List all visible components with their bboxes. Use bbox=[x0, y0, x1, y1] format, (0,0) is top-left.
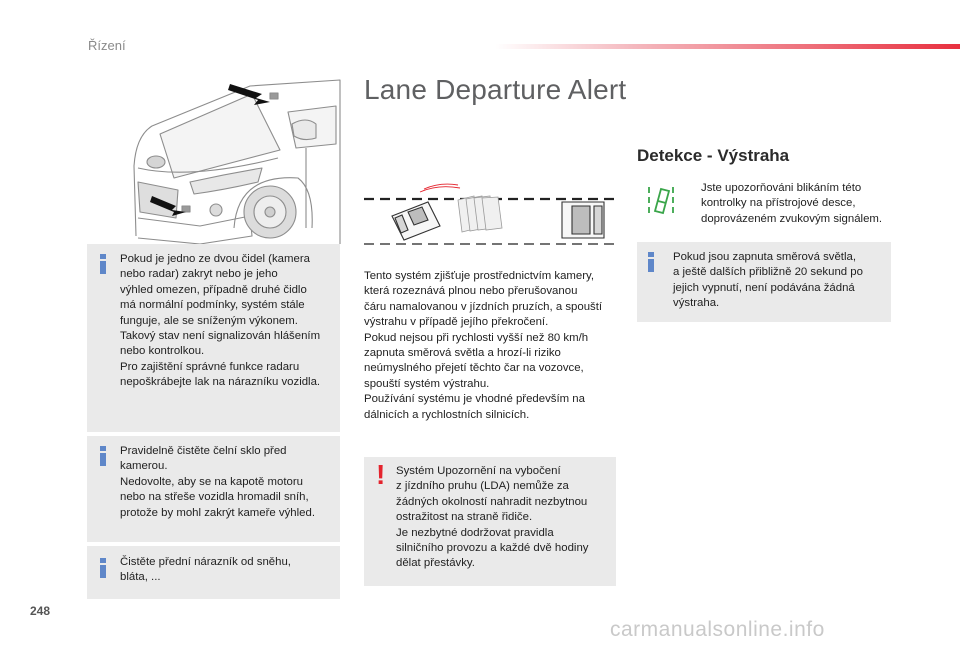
detection-text: Jste upozorňováni blikáním této kontrolky na přístrojové desce, doprovázeném zvukovým signálem. bbox=[701, 182, 883, 225]
system-description: Tento systém zjišťuje prostřednictvím kamery, která rozeznává plnou nebo přerušovanou čáru namalovanou v jízdních pruzích, a spouští výstrahu v případě jejího překročení. Pokud nejsou při rychlosti vyšší než 80 km/h zapnuta směrová světla a hrozí-li riziko neúmyslného přejetí těchto čar na vozovce, spouští systém výstrahu. Používání systému je vhodné především na dálnicích a rychlostních silnicích. bbox=[364, 270, 603, 421]
warning-icon: ! bbox=[376, 459, 386, 490]
info-icon bbox=[645, 252, 657, 272]
note-clean-windscreen-text: Pravidelně čistěte čelní sklo před kamerou. Nedovolte, aby se na kapotě motoru nebo na střeše vozidla hromadil sníh, protože by mohl zakrýt kameře výhled. bbox=[120, 445, 315, 519]
page-title: Lane Departure Alert bbox=[364, 74, 627, 105]
note-indicators bbox=[637, 242, 891, 322]
page-number: 248 bbox=[30, 604, 51, 618]
info-icon bbox=[97, 558, 109, 578]
note-clean-windscreen bbox=[87, 436, 340, 542]
note-clean-bumper bbox=[87, 546, 340, 599]
note-clean-bumper-text: Čistěte přední nárazník od sněhu, bláta, ... bbox=[120, 556, 291, 584]
header-accent-line bbox=[495, 44, 960, 49]
note-sensor-blocked bbox=[87, 244, 340, 432]
lane-departure-warning-lamp-icon bbox=[645, 183, 679, 217]
section-title: Řízení bbox=[88, 38, 126, 53]
lane-departure-diagram bbox=[362, 180, 618, 248]
note-warning-text: Systém Upozornění na vybočení z jízdního pruhu (LDA) nemůže za žádných okolností nahradit nezbytnou ostražitost na straně řidiče. Je nezbytné dodržovat pravidla silničního provozu a každé dvě hodiny dělat přestávky. bbox=[396, 465, 589, 570]
note-sensor-blocked-text: Pokud je jedno ze dvou čidel (kamera nebo radar) zakryt nebo je jeho výhled omezen, případně druhé čidlo má normální podmínky, systém stále funguje, ale se sníženým výkonem. Takový stav není signalizován hlášením nebo kontrolkou. Pro zajištění správné funkce radaru nepoškrábejte lak na nárazníku vozidla. bbox=[120, 253, 321, 389]
section-subtitle-detection: Detekce - Výstraha bbox=[637, 146, 790, 165]
note-warning bbox=[364, 457, 616, 586]
watermark: carmanualsonline.info bbox=[610, 618, 825, 641]
note-indicators-text: Pokud jsou zapnuta směrová světla, a ještě dalších přibližně 20 sekund po jejich vypnutí, není podávána žádná výstraha. bbox=[673, 251, 863, 310]
info-icon bbox=[97, 254, 109, 274]
info-icon bbox=[97, 446, 109, 466]
van-front-illustration bbox=[130, 78, 342, 244]
